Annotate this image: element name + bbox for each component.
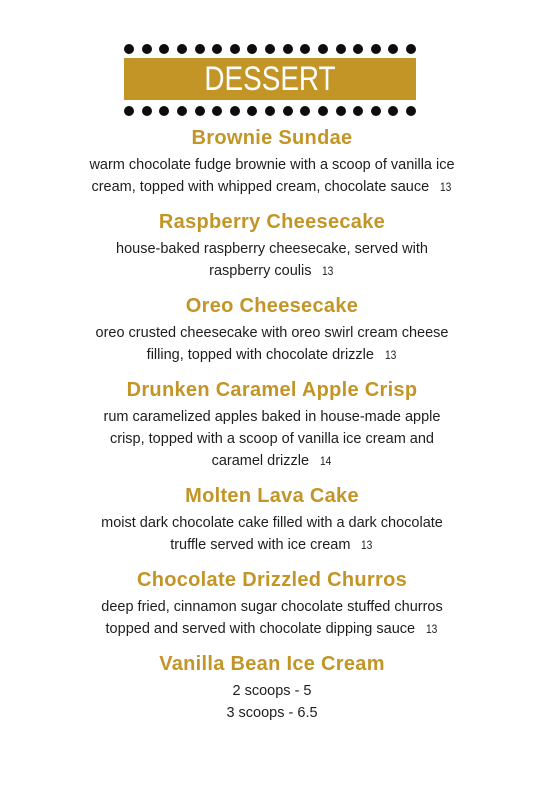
menu-item-description-line — [72, 406, 472, 428]
decorative-dot — [247, 44, 257, 54]
description-text: 2 scoops - 5 — [232, 683, 312, 699]
description-text: oreo crusted cheesecake with oreo swirl cream cheese — [95, 325, 449, 341]
menu-item-name: Chocolate Drizzled Churros — [136, 569, 408, 591]
menu-item-name: Drunken Caramel Apple Crisp — [126, 379, 418, 401]
menu-item-description-line — [72, 450, 472, 472]
description-text: topped and served with chocolate dipping sauce — [105, 621, 416, 637]
decorative-dot — [230, 106, 240, 116]
decorative-dot — [142, 106, 152, 116]
title-banner — [124, 58, 416, 100]
decorative-dot — [300, 44, 310, 54]
menu-item — [0, 564, 544, 640]
dot-row-top — [124, 43, 416, 55]
description-text: caramel drizzle — [211, 453, 310, 469]
dot-row-bottom — [124, 105, 416, 117]
decorative-dot — [212, 44, 222, 54]
item-spacer — [0, 472, 544, 480]
decorative-dot — [283, 44, 293, 54]
decorative-dot — [336, 106, 346, 116]
description-text: raspberry coulis — [209, 263, 312, 279]
menu-item-description-line — [72, 512, 472, 534]
menu-item-description-line — [72, 428, 472, 450]
item-spacer — [0, 556, 544, 564]
menu-item-name: Brownie Sundae — [191, 127, 353, 149]
description-text: warm chocolate fudge brownie with a scoop of vanilla ice — [89, 157, 455, 173]
description-text: moist dark chocolate cake filled with a dark chocolate — [101, 515, 443, 531]
menu-item-description-line — [72, 344, 472, 366]
menu-item-name: Raspberry Cheesecake — [158, 211, 386, 233]
item-spacer — [0, 198, 544, 206]
description-text: deep fried, cinnamon sugar chocolate stuffed churros — [101, 599, 443, 615]
decorative-dot — [371, 44, 381, 54]
decorative-dot — [318, 106, 328, 116]
menu-item-price: 14 — [320, 454, 332, 468]
decorative-dot — [195, 106, 205, 116]
menu-item-description-line — [72, 534, 472, 556]
description-text: 3 scoops - 6.5 — [226, 705, 318, 721]
item-spacer — [0, 282, 544, 290]
description-text: house-baked raspberry cheesecake, served with — [116, 241, 428, 257]
item-spacer — [0, 366, 544, 374]
decorative-dot — [247, 106, 257, 116]
menu-item — [0, 480, 544, 556]
menu-item — [0, 648, 544, 724]
menu-item-description-line — [72, 176, 472, 198]
item-spacer — [0, 640, 544, 648]
menu-item-price: 13 — [440, 180, 452, 194]
menu-item-price: 13 — [384, 348, 397, 362]
description-text: rum caramelized apples baked in house-made apple — [103, 409, 441, 425]
decorative-dot — [388, 106, 398, 116]
menu-item-description-line — [72, 238, 472, 260]
menu-item-description-line — [72, 260, 472, 282]
description-text: crisp, topped with a scoop of vanilla ice cream and — [109, 431, 434, 447]
menu-item — [0, 374, 544, 472]
decorative-dot — [177, 44, 187, 54]
menu-item-description-line — [72, 154, 472, 176]
decorative-dot — [388, 44, 398, 54]
decorative-dot — [177, 106, 187, 116]
decorative-dot — [265, 44, 275, 54]
decorative-dot — [195, 44, 205, 54]
menu-item-price: 13 — [426, 622, 438, 636]
decorative-dot — [283, 106, 293, 116]
decorative-dot — [124, 44, 134, 54]
dessert-list — [0, 122, 544, 724]
menu-item-description-line — [72, 680, 472, 702]
menu-item-name: Molten Lava Cake — [185, 485, 359, 507]
decorative-dot — [265, 106, 275, 116]
menu-item-description-line — [72, 618, 472, 640]
menu-item-name: Oreo Cheesecake — [185, 295, 359, 317]
menu-item-price: 13 — [361, 538, 373, 552]
decorative-dot — [406, 44, 416, 54]
menu-item — [0, 290, 544, 366]
decorative-dot — [212, 106, 222, 116]
decorative-dot — [300, 106, 310, 116]
menu-item-price: 13 — [322, 264, 334, 278]
menu-item-description-line — [72, 702, 472, 724]
description-text: filling, topped with chocolate drizzle — [146, 347, 374, 363]
decorative-dot — [371, 106, 381, 116]
menu-item-description-line — [72, 596, 472, 618]
decorative-dot — [353, 106, 363, 116]
menu-item — [0, 206, 544, 282]
decorative-dot — [336, 44, 346, 54]
menu-item — [0, 122, 544, 198]
decorative-dot — [353, 44, 363, 54]
menu-header — [124, 43, 416, 117]
decorative-dot — [159, 106, 169, 116]
decorative-dot — [142, 44, 152, 54]
description-text: truffle served with ice cream — [170, 537, 351, 553]
decorative-dot — [230, 44, 240, 54]
menu-item-description-line — [72, 322, 472, 344]
description-text: cream, topped with whipped cream, chocolate sauce — [91, 179, 430, 195]
decorative-dot — [124, 106, 134, 116]
menu-title: DESSERT — [204, 60, 336, 98]
decorative-dot — [159, 44, 169, 54]
decorative-dot — [318, 44, 328, 54]
menu-item-name: Vanilla Bean Ice Cream — [159, 653, 385, 675]
decorative-dot — [406, 106, 416, 116]
